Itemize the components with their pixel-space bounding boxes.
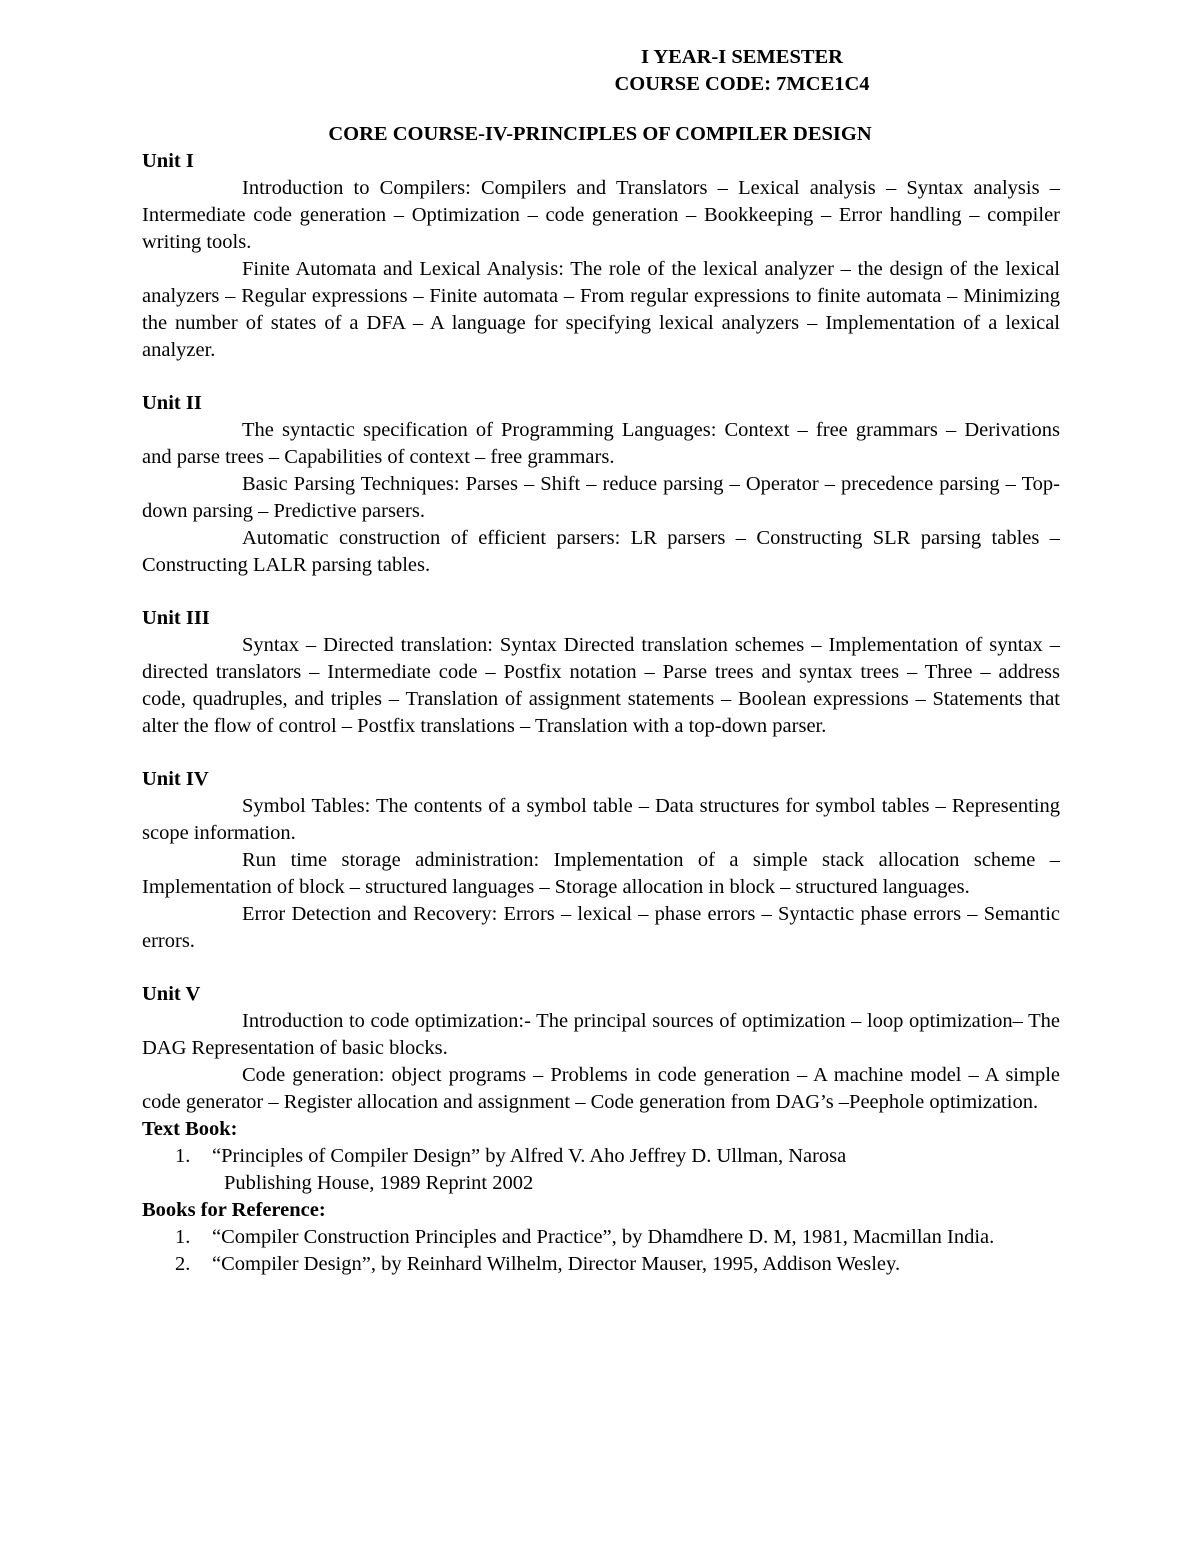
unit-paragraph: Syntax – Directed translation: Syntax Directed translation schemes – Implementation of syntax – directed translators – Intermediate code – Postfix notation – Parse trees and syntax trees – Three – address code, quadruples, and triples – Translation of assignment statements – Boolean expressions – Statements that alter the flow of control – Postfix translations – Translation with a top-down parser.: [142, 634, 1060, 737]
unit-paragraph: Introduction to Compilers: Compilers and Translators – Lexical analysis – Syntax analysis – Intermediate code generation – Optimization – code generation – Bookkeeping – Error handling – compiler writing tools.: [142, 177, 1060, 253]
course-code-heading: COURSE CODE: 7MCE1C4: [614, 73, 870, 95]
list-number: 1.: [175, 1226, 191, 1248]
book-entry: “Compiler Design”, by Reinhard Wilhelm, Director Mauser, 1995, Addison Wesley.: [212, 1253, 901, 1275]
semester-heading: I YEAR-I SEMESTER: [640, 46, 843, 68]
list-number: 1.: [175, 1145, 191, 1167]
unit-title: Unit I: [142, 150, 194, 172]
unit-title: Unit III: [142, 607, 210, 629]
list-item: [142, 1251, 1060, 1278]
reference-books-title: Books for Reference:: [142, 1199, 326, 1221]
document-page: [142, 44, 1060, 1278]
unit-paragraph: The syntactic specification of Programming Languages: Context – free grammars – Derivations and parse trees – Capabilities of context – free grammars.: [142, 419, 1060, 468]
unit-paragraph: Automatic construction of efficient parsers: LR parsers – Constructing SLR parsing tables – Constructing LALR parsing tables.: [142, 527, 1060, 576]
unit-paragraph: Finite Automata and Lexical Analysis: The role of the lexical analyzer – the design of the lexical analyzers – Regular expressions – Finite automata – From regular expressions to finite automata – Minimizing the number of states of a DFA – A language for specifying lexical analyzers – Implementation of a lexical analyzer.: [142, 258, 1060, 361]
unit-paragraph: Code generation: object programs – Problems in code generation – A machine model – A simple code generator – Register allocation and assignment – Code generation from DAG’s –Peephole optimization.: [142, 1064, 1060, 1113]
spacer: [142, 740, 1060, 766]
list-item: [142, 1224, 1060, 1251]
book-entry-line: “Principles of Compiler Design” by Alfred V. Aho Jeffrey D. Ullman, Narosa: [212, 1145, 847, 1167]
book-entry: “Compiler Construction Principles and Practice”, by Dhamdhere D. M, 1981, Macmillan India.: [212, 1226, 995, 1248]
unit-paragraph: Basic Parsing Techniques: Parses – Shift – reduce parsing – Operator – precedence parsing – Top-down parsing – Predictive parsers.: [142, 473, 1060, 522]
reference-books-list: [142, 1224, 1060, 1278]
spacer: [142, 579, 1060, 605]
unit-section-2: [142, 390, 1060, 579]
unit-title: Unit II: [142, 392, 202, 414]
course-title: CORE COURSE-IV-PRINCIPLES OF COMPILER DESIGN: [328, 123, 872, 145]
unit-title: Unit V: [142, 983, 201, 1005]
spacer: [142, 955, 1060, 981]
unit-paragraph: Run time storage administration: Implementation of a simple stack allocation scheme – Implementation of block – structured languages – Storage allocation in block – structured languages.: [142, 849, 1060, 898]
unit-section-4: [142, 766, 1060, 955]
list-item: [142, 1143, 1060, 1197]
text-book-title: Text Book:: [142, 1118, 238, 1140]
unit-title: Unit IV: [142, 768, 209, 790]
text-book-section: [142, 1116, 1060, 1197]
unit-paragraph: Introduction to code optimization:- The principal sources of optimization – loop optimization– The DAG Representation of basic blocks.: [142, 1010, 1060, 1059]
spacer: [142, 364, 1060, 390]
list-number: 2.: [175, 1253, 191, 1275]
unit-section-1: [142, 148, 1060, 364]
reference-books-section: [142, 1197, 1060, 1278]
book-entry-line: Publishing House, 1989 Reprint 2002: [224, 1172, 534, 1194]
unit-paragraph: Symbol Tables: The contents of a symbol table – Data structures for symbol tables – Representing scope information.: [142, 795, 1060, 844]
unit-section-3: [142, 605, 1060, 740]
text-book-list: [142, 1143, 1060, 1197]
unit-paragraph: Error Detection and Recovery: Errors – lexical – phase errors – Syntactic phase errors – Semantic errors.: [142, 903, 1060, 952]
unit-section-5: [142, 981, 1060, 1116]
